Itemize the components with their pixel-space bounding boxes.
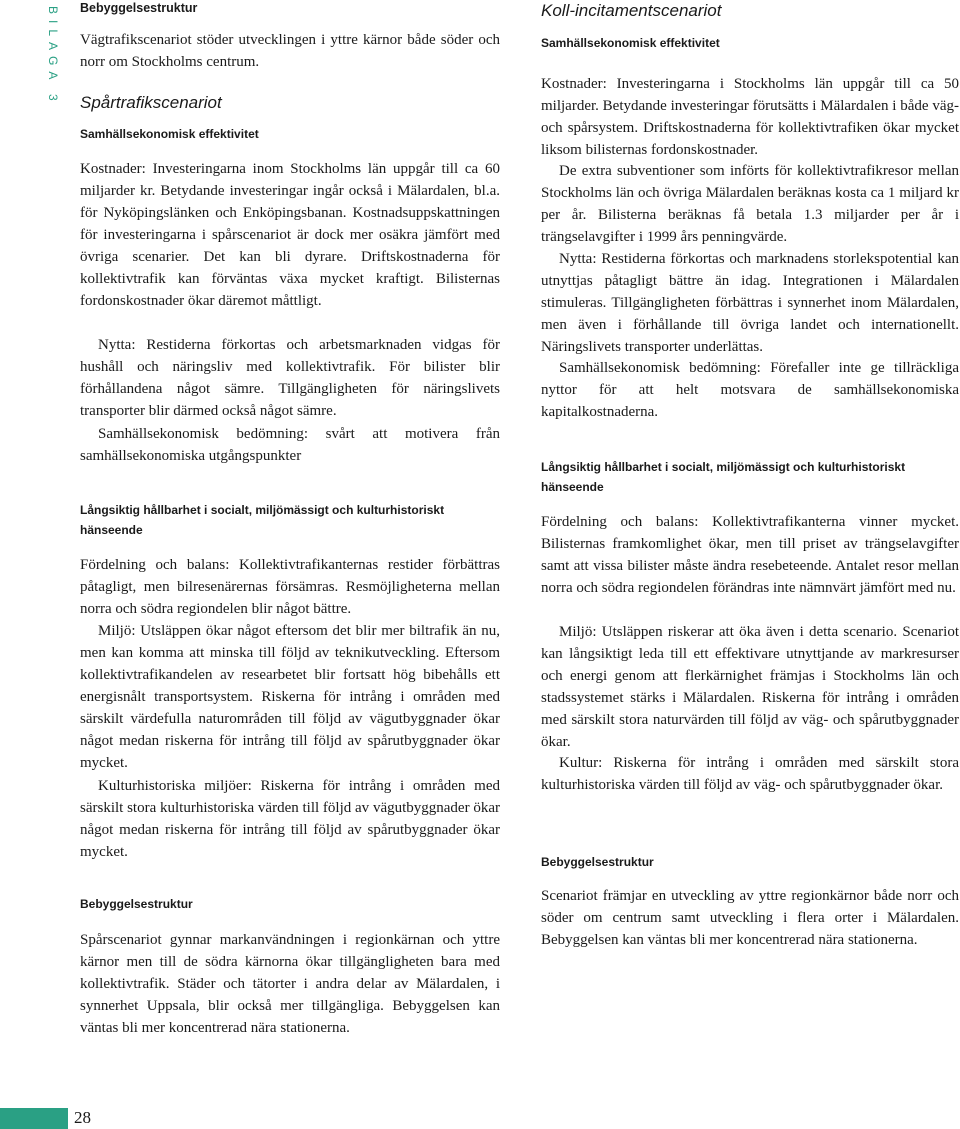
- paragraph-miljo: Miljö: Utsläppen ökar något eftersom det blir mer biltrafik än nu, men kan komma att minska till följd av teknikutveckling. Eftersom kollektivtrafikandelen av researbetet blir fortsatt hög bibehålls ett energisnålt transportsystem. Riskerna för intrång i områden med särskilt värdefulla naturområden till följd av vägutbyggnader ökar något medan riskerna för intrång till följd av spårutbyggnader ökar mycket.: [80, 623, 500, 771]
- footer-accent-bar: [0, 1108, 68, 1129]
- appendix-tab-label: BILAGA 3: [46, 6, 60, 107]
- page-number: 28: [74, 1108, 91, 1127]
- section-heading-bebyggelse-2: Bebyggelsestruktur: [80, 897, 193, 911]
- subheading-effektivitet: Samhällsekonomisk effektivitet: [80, 127, 259, 141]
- paragraph-miljo-right: Miljö: Utsläppen riskerar att öka även i detta scenario. Scenariot kan långsiktigt leda till ett effektivare utnyttjande av markresurser och energi genom att flerkärnighet främjas i Stockholms län och stadssystemet stärks i Mälardalen. Riskerna för intrång i områden med särskilt stora naturvärden till följd av väg- och spårutbyggnader ökar.: [541, 624, 959, 750]
- paragraph-fordelning-right: Fördelning och balans: Kollektivtrafikanterna vinner mycket. Bilisternas framkomlighet ökar, men till priset av trängselavgifter samt att vissa bilister måste ändra resebeteende. Antalet resor mellan norra och södra regiondelen förändras inte nämnvärt jämfört med nu.: [541, 514, 959, 596]
- paragraph-bebyggelse-koll: Scenariot främjar en utveckling av yttre regionkärnor både norr och söder om centrum samt utveckling i flera orter i Mälardalen. Bebyggelsen kan väntas bli mer koncentrerad nära stationerna.: [541, 888, 959, 948]
- subheading-hallbarhet-right: Långsiktig hållbarhet i socialt, miljömässigt och kulturhistoriskt hänseende: [541, 460, 906, 494]
- paragraph-kostnader: Kostnader: Investeringarna inom Stockholms län uppgår till ca 60 miljarder kr. Betydande investeringar ingår också i Mälardalen, bl.a. för Nyköpingslänken och Enköpingsbanan. Kostnadsuppskattningen för investeringarna i spårscenariot är dock mer osäkra jämfört med övriga scenarier. Det kan bli dyrare. Driftskostnaderna för kollektivtrafik kan förväntas växa mycket kraftigt. Bilisternas fordonskostnader ökar däremot måttligt.: [80, 161, 500, 309]
- section-heading-bebyggelse-right: Bebyggelsestruktur: [541, 855, 654, 869]
- paragraph-kulturhistoriska: Kulturhistoriska miljöer: Riskerna för intrång i områden med särskilt stora kulturhistoriska värden till följd av vägutbyggnader ökar något medan riskerna för intrång till följd av spårutbyggnader ökar mycket.: [80, 778, 500, 860]
- paragraph-kostnader-right: Kostnader: Investeringarna i Stockholms län uppgår till ca 50 miljarder. Betydande investeringar förutsätts i Mälardalen i både väg- och spårsystem. Driftskostnaderna för kollektivtrafiken ökar mycket liksom bilisternas fordonskostnader.: [541, 76, 959, 158]
- section-heading-bebyggelse: Bebyggelsestruktur: [80, 1, 198, 15]
- scenario-heading-koll: Koll-incitamentscenariot: [541, 1, 722, 20]
- subheading-hallbarhet: Långsiktig hållbarhet i socialt, miljömässigt och kulturhistoriskt hänseende: [80, 503, 445, 537]
- paragraph-fordelning: Fördelning och balans: Kollektivtrafikanternas restider förbättras påtagligt, men bilresenärernas försämras. Resmöjligheterna mellan norra och södra regiondelen blir något bättre.: [80, 557, 500, 617]
- paragraph-bebyggelse-intro: Vägtrafikscenariot stöder utvecklingen i yttre kärnor både söder och norr om Stockholms centrum.: [80, 32, 500, 70]
- paragraph-kultur-right: Kultur: Riskerna för intrång i områden med särskilt stora kulturhistoriska värden till följd av väg- och spårutbyggnader ökar.: [541, 755, 959, 793]
- paragraph-nytta: Nytta: Restiderna förkortas och arbetsmarknaden vidgas för hushåll och näringsliv med kollektivtrafik. För bilister blir förhållandena något sämre. Tillgängligheten för näringslivets transporter blir därmed också något sämre.: [80, 337, 500, 419]
- paragraph-bedomning-right: Samhällsekonomisk bedömning: Förefaller inte ge tillräckliga nyttor för att helt motsvara de samhällsekonomiska kapitalkostnaderna.: [541, 360, 959, 420]
- paragraph-nytta-right: Nytta: Restiderna förkortas och marknadens storlekspotential kan utnyttjas påtagligt bättre än idag. Integrationen i Mälardalen stimuleras. Tillgängligheten förbättras i synnerhet inom Mälardalen, men även i förhållande till övriga landet och internationellt. Näringslivets transporter underlättas.: [541, 251, 959, 355]
- paragraph-subventioner: De extra subventioner som införts för kollektivtrafikresor mellan Stockholms län och övriga Mälardalen beräknas kosta ca 1 miljard kr per år. Bilisterna beräknas få betala 1.3 miljarder per år i trängselavgifter i 1999 års penningvärde.: [541, 163, 959, 245]
- paragraph-bebyggelse-spar: Spårscenariot gynnar markanvändningen i regionkärnan och yttre kärnor men till de södra kärnorna ökar tillgängligheten bara med kollektivtrafik. Städer och tätorter i andra delar av Mälardalen, i synnerhet Uppsala, blir också mer tillgängliga. Bebyggelsen kan väntas bli mer koncentrerad nära stationerna.: [80, 932, 500, 1036]
- paragraph-bedomning: Samhällsekonomisk bedömning: svårt att motivera från samhällsekonomiska utgångspunkter: [80, 426, 500, 464]
- subheading-effektivitet-right: Samhällsekonomisk effektivitet: [541, 36, 720, 50]
- scenario-heading-spar: Spårtrafikscenariot: [80, 93, 222, 112]
